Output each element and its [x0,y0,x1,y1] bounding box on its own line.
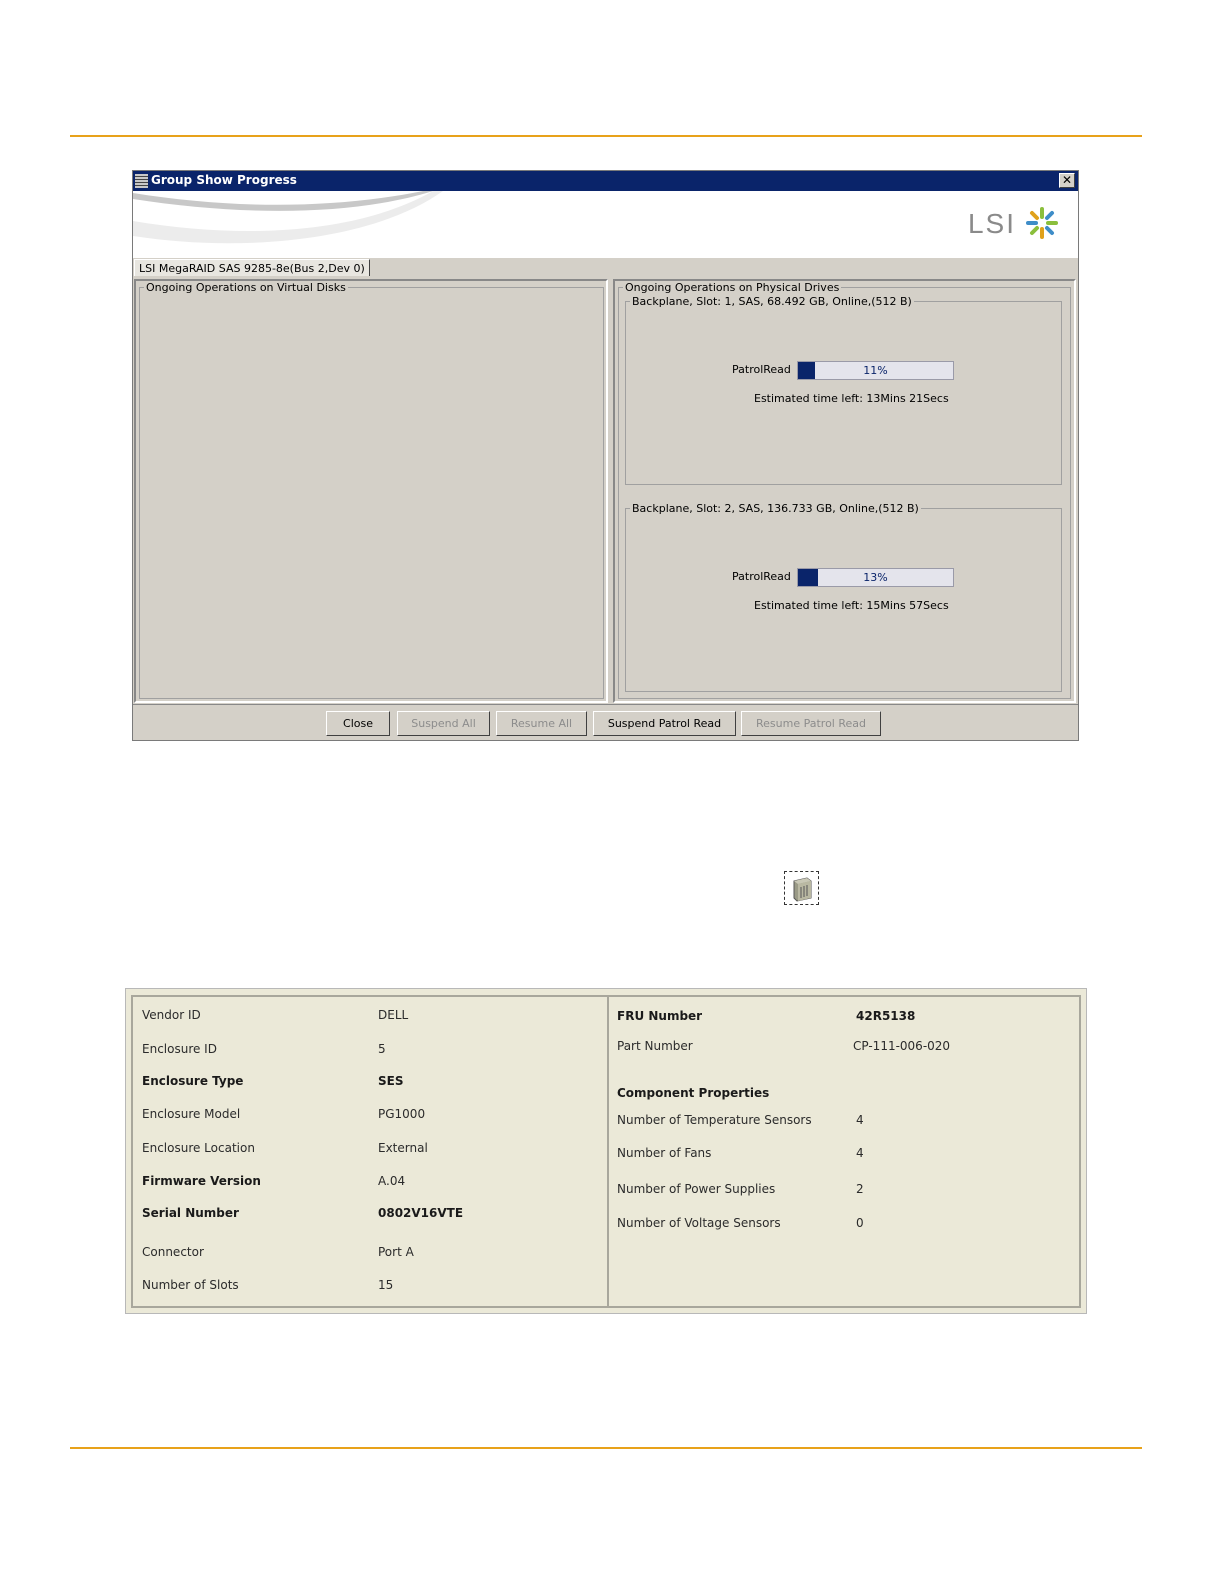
drive-group-slot-2 [625,502,1062,692]
prop-label: Serial Number [142,1206,239,1220]
prop-label: Enclosure Type [142,1074,244,1088]
tab-bar [133,258,1078,278]
prop-label: Firmware Version [142,1174,261,1188]
button-row [133,704,1078,741]
prop-label: Enclosure Location [142,1141,255,1155]
prop-label: Enclosure ID [142,1042,217,1056]
prop-value: 5 [378,1042,386,1056]
prop-value: A.04 [378,1174,406,1188]
virtual-disks-group [139,281,604,699]
prop-value: 2 [856,1182,864,1196]
group-show-progress-window [132,170,1079,741]
prop-label: Number of Voltage Sensors [617,1216,781,1230]
prop-label: FRU Number [617,1009,703,1023]
drive-2-eta: Estimated time left: 15Mins 57Secs [754,599,949,612]
drive-group-slot-1 [625,295,1062,485]
prop-value: CP-111-006-020 [853,1039,951,1053]
prop-label: Number of Fans [617,1146,712,1160]
drive-1-eta: Estimated time left: 13Mins 21Secs [754,392,949,405]
prop-label: Part Number [617,1039,693,1053]
window-title: Group Show Progress [151,173,297,187]
banner [133,191,1078,258]
prop-label: Vendor ID [142,1008,201,1022]
component-properties-heading: Component Properties [617,1086,770,1100]
enclosure-icon [784,871,819,905]
drive-2-progress-text: 13% [863,571,888,584]
drive-1-progress-text: 11% [863,364,888,377]
drive-2-progress-bar [797,568,954,587]
enclosure-properties-panel [125,988,1087,1314]
drive-1-progress-bar [797,361,954,380]
prop-value: 4 [856,1113,864,1127]
prop-value: SES [378,1074,404,1088]
prop-label: Number of Slots [142,1278,239,1292]
prop-value: 4 [856,1146,864,1160]
prop-value: 0802V16VTE [378,1206,464,1220]
physical-drives-pane [613,279,1076,703]
properties-divider [607,995,609,1308]
resume-all-button[interactable]: Resume All [496,711,587,736]
virtual-disks-pane [134,279,608,703]
top-rule [70,135,1142,137]
close-icon[interactable]: ✕ [1059,173,1075,188]
prop-value: 42R5138 [856,1009,916,1023]
tab-controller[interactable]: LSI MegaRAID SAS 9285-8e(Bus 2,Dev 0) [134,259,370,276]
window-menu-icon[interactable] [135,174,148,188]
prop-label: Connector [142,1245,204,1259]
virtual-disks-group-label: Ongoing Operations on Virtual Disks [146,281,346,294]
prop-value: DELL [378,1008,409,1022]
drive-2-label: Backplane, Slot: 2, SAS, 136.733 GB, Online,(512 B) [632,502,919,515]
title-bar[interactable] [133,171,1078,191]
suspend-patrol-read-button[interactable]: Suspend Patrol Read [593,711,736,736]
prop-value: 0 [856,1216,864,1230]
banner-swoosh [133,191,1078,258]
lsi-logo: LSI [967,208,1016,239]
resume-patrol-read-button[interactable]: Resume Patrol Read [741,711,881,736]
drive-1-operation: PatrolRead [732,363,791,376]
prop-label: Number of Temperature Sensors [617,1113,812,1127]
drive-1-label: Backplane, Slot: 1, SAS, 68.492 GB, Online,(512 B) [632,295,912,308]
physical-drives-group-label: Ongoing Operations on Physical Drives [625,281,840,294]
lsi-logo-icon [1024,205,1060,241]
prop-value: External [378,1141,428,1155]
prop-label: Number of Power Supplies [617,1182,776,1196]
drive-2-operation: PatrolRead [732,570,791,583]
prop-value: Port A [378,1245,414,1259]
prop-label: Enclosure Model [142,1107,241,1121]
suspend-all-button[interactable]: Suspend All [397,711,490,736]
bottom-rule [70,1447,1142,1449]
prop-value: 15 [378,1278,394,1292]
close-button[interactable]: Close [326,711,390,736]
prop-value: PG1000 [378,1107,426,1121]
